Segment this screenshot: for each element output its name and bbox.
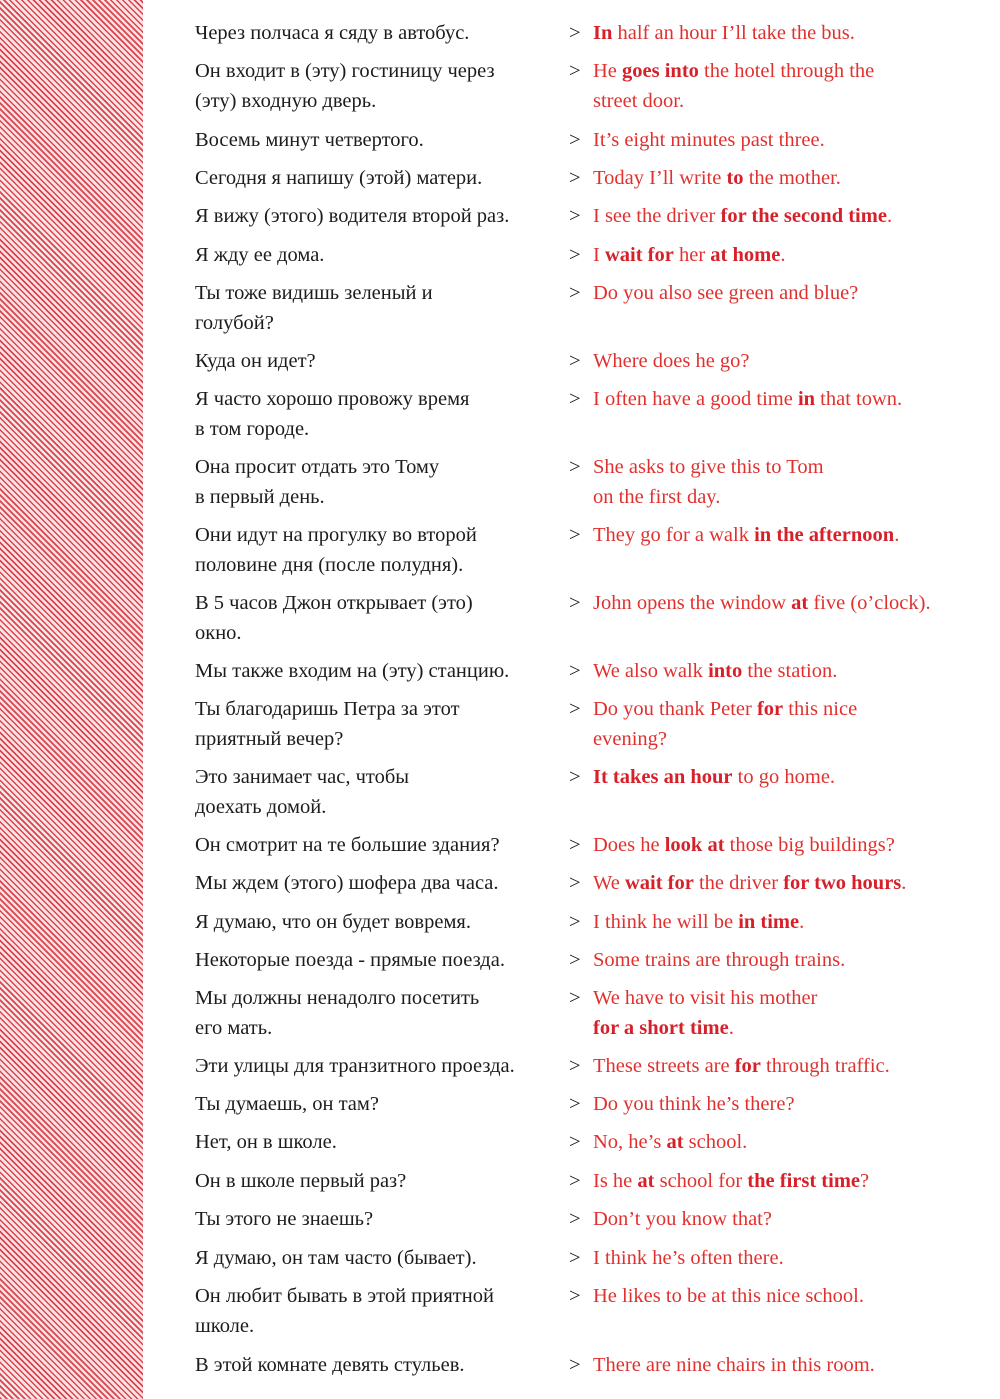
arrow-marker: > [569, 524, 581, 546]
highlighted-phrase: for the second time [720, 205, 887, 227]
russian-phrase: Мы также входим на (эту) станцию. [195, 660, 510, 682]
russian-phrase: Я жду ее дома. [195, 244, 325, 266]
arrow-marker: > [569, 949, 581, 971]
english-translation [593, 1350, 993, 1380]
highlighted-phrase: into [708, 660, 743, 682]
english-translation [593, 1204, 993, 1234]
translation-text: I often have a good time [593, 388, 798, 410]
arrow-marker: > [569, 987, 581, 1009]
translation-text: I [593, 244, 605, 266]
russian-phrase: Ты тоже видишь зеленый и голубой? [195, 282, 433, 334]
translation-text: I think he will be [593, 911, 739, 933]
arrow-marker: > [569, 592, 581, 614]
russian-phrase: Они идут на прогулку во второй половине дня (после полудня). [195, 524, 477, 576]
russian-phrase: Это занимает час, чтобы доехать домой. [195, 766, 410, 818]
arrow-marker: > [569, 282, 581, 304]
english-translation [593, 868, 993, 898]
english-translation [593, 278, 993, 308]
arrow-marker: > [569, 388, 581, 410]
arrow-marker: > [569, 350, 581, 372]
russian-phrase: Ты думаешь, он там? [195, 1093, 379, 1115]
translation-text: They go for a walk [593, 524, 755, 546]
english-translation [593, 346, 993, 376]
highlighted-phrase: In [593, 22, 613, 44]
arrow-marker: > [569, 1131, 581, 1153]
highlighted-phrase: at [666, 1131, 684, 1153]
translation-text: No, he’s [593, 1131, 667, 1153]
russian-phrase: Восемь минут четвертого. [195, 129, 424, 151]
english-translation [593, 384, 993, 414]
highlighted-phrase: at [791, 592, 809, 614]
translation-text: Don’t you know that? [593, 1208, 772, 1230]
english-translation [593, 452, 993, 512]
russian-phrase: В этой комнате девять стульев. [195, 1354, 465, 1376]
russian-phrase: Нет, он в школе. [195, 1131, 337, 1153]
translation-text: These streets are [593, 1055, 735, 1077]
highlighted-phrase: to [726, 167, 744, 189]
arrow-marker: > [569, 1170, 581, 1192]
translation-text: half an hour I’ll take the bus. [612, 22, 855, 44]
translation-text: John opens the window [593, 592, 792, 614]
russian-phrase: Ты благодаришь Петра за этот приятный вечер? [195, 698, 460, 750]
translation-text: this nice evening? [593, 698, 858, 750]
translation-text: Some trains are through trains. [593, 949, 846, 971]
arrow-marker: > [569, 129, 581, 151]
english-translation [593, 588, 993, 618]
highlighted-phrase: for [734, 1055, 761, 1077]
translation-text: ? [860, 1170, 870, 1192]
russian-phrase: Через полчаса я сяду в автобус. [195, 22, 470, 44]
translation-text: I see the driver [593, 205, 721, 227]
russian-phrase: Эти улицы для транзитного проезда. [195, 1055, 515, 1077]
translation-text: through traffic. [760, 1055, 890, 1077]
translation-text: We also walk [593, 660, 709, 682]
translation-text: . [894, 524, 900, 546]
arrow-marker: > [569, 456, 581, 478]
english-translation [593, 1051, 993, 1081]
russian-phrase: Он любит бывать в этой приятной школе. [195, 1285, 494, 1337]
english-translation [593, 656, 993, 686]
translation-text: that town. [815, 388, 903, 410]
arrow-marker: > [569, 205, 581, 227]
russian-phrase: Некоторые поезда - прямые поезда. [195, 949, 505, 971]
translation-text: Does he [593, 834, 665, 856]
english-translation [593, 1281, 993, 1311]
russian-phrase: Я вижу (этого) водителя второй раз. [195, 205, 510, 227]
russian-phrase: Он смотрит на те большие здания? [195, 834, 500, 856]
translation-text: Do you think he’s there? [593, 1093, 795, 1115]
arrow-marker: > [569, 698, 581, 720]
russian-phrase: Мы должны ненадолго посетить его мать. [195, 987, 480, 1039]
english-translation [593, 520, 993, 550]
translation-text: Do you thank Peter [593, 698, 757, 720]
translation-text: He likes to be at this nice school. [593, 1285, 864, 1307]
translation-text: There are nine chairs in this room. [593, 1354, 875, 1376]
russian-phrase: Он входит в (эту) гостиницу через (эту) входную дверь. [195, 60, 495, 112]
highlighted-phrase: the first time [747, 1170, 860, 1192]
arrow-marker: > [569, 911, 581, 933]
english-translation [593, 830, 993, 860]
translation-text: We have to visit his mother [593, 987, 818, 1009]
translation-text: school for [654, 1170, 748, 1192]
arrow-marker: > [569, 766, 581, 788]
russian-phrase: Мы ждем (этого) шофера два часа. [195, 872, 499, 894]
english-translation [593, 1166, 993, 1196]
highlighted-phrase: for a short time [593, 1017, 729, 1039]
arrow-marker: > [569, 60, 581, 82]
translation-text: He [593, 60, 623, 82]
highlighted-phrase: for [756, 698, 784, 720]
highlighted-phrase: at home [710, 244, 781, 266]
english-translation [593, 18, 993, 48]
translation-text: the driver [693, 872, 784, 894]
highlighted-phrase: in time [738, 911, 800, 933]
russian-phrase: Куда он идет? [195, 350, 316, 372]
arrow-marker: > [569, 872, 581, 894]
highlighted-phrase: in the afternoon [754, 524, 895, 546]
highlighted-phrase: wait for [604, 244, 674, 266]
translation-text: . [901, 872, 907, 894]
highlighted-phrase: It takes an hour [593, 766, 733, 788]
english-translation [593, 1243, 993, 1273]
english-translation [593, 201, 993, 231]
arrow-marker: > [569, 1285, 581, 1307]
highlighted-phrase: wait for [624, 872, 694, 894]
arrow-marker: > [569, 167, 581, 189]
russian-phrase: Я часто хорошо провожу время в том городе. [195, 388, 470, 440]
translation-text: Do you also see green and blue? [593, 282, 859, 304]
russian-phrase: Она просит отдать это Тому в первый день. [195, 456, 440, 508]
english-translation [593, 56, 993, 116]
translation-text: Is he [593, 1170, 638, 1192]
translation-text: We [593, 872, 625, 894]
highlighted-phrase: look at [664, 834, 725, 856]
english-translation [593, 983, 993, 1043]
english-translation [593, 1127, 993, 1157]
translation-text: I think he’s often there. [593, 1247, 784, 1269]
translation-text: Today I’ll write [593, 167, 727, 189]
highlighted-phrase: in [797, 388, 816, 410]
arrow-marker: > [569, 1093, 581, 1115]
russian-phrase: Сегодня я напишу (этой) матери. [195, 167, 483, 189]
translation-text: the hotel through the street door. [593, 60, 875, 112]
russian-phrase: Я думаю, он там часто (бывает). [195, 1247, 477, 1269]
translation-text: . [886, 205, 893, 227]
english-translation [593, 1089, 993, 1119]
translation-text: her [673, 244, 711, 266]
english-translation [593, 240, 993, 270]
arrow-marker: > [569, 244, 581, 266]
highlighted-phrase: goes into [622, 60, 699, 82]
translation-text: five (o’clock). [808, 592, 931, 614]
english-translation [593, 694, 993, 754]
translation-text: school. [683, 1131, 748, 1153]
translation-text: She asks to give this to Tom on the first day. [593, 456, 824, 508]
translation-text: Where does he go? [593, 350, 750, 372]
english-translation [593, 125, 993, 155]
translation-text: the station. [742, 660, 838, 682]
arrow-marker: > [569, 1354, 581, 1376]
arrow-marker: > [569, 1208, 581, 1230]
russian-phrase: Я думаю, что он будет вовремя. [195, 911, 471, 933]
arrow-marker: > [569, 1247, 581, 1269]
translation-text: the mother. [743, 167, 841, 189]
russian-phrase: В 5 часов Джон открывает (это) окно. [195, 592, 473, 644]
arrow-marker: > [569, 834, 581, 856]
arrow-marker: > [569, 1055, 581, 1077]
highlighted-phrase: for two hours [783, 872, 902, 894]
arrow-marker: > [569, 22, 581, 44]
translation-text: those big buildings? [724, 834, 895, 856]
translation-text: to go home. [732, 766, 836, 788]
russian-phrase: Он в школе первый раз? [195, 1170, 407, 1192]
english-translation [593, 163, 993, 193]
english-translation [593, 907, 993, 937]
translation-text: . [799, 911, 805, 933]
arrow-marker: > [569, 660, 581, 682]
english-translation [593, 762, 993, 792]
translation-text: . [728, 1017, 734, 1039]
highlighted-phrase: at [637, 1170, 655, 1192]
translation-text: It’s eight minutes past three. [593, 129, 825, 151]
translation-text: . [780, 244, 786, 266]
russian-phrase: Ты этого не знаешь? [195, 1208, 374, 1230]
english-translation [593, 945, 993, 975]
